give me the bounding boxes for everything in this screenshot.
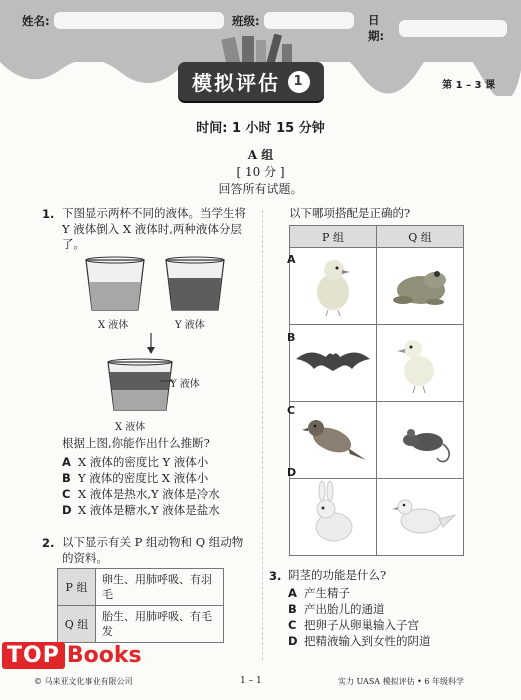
group-q-desc: 胎生、用肺呼吸、有毛发 [96,606,224,643]
column-divider [262,210,263,660]
mixed-cup-icon [104,358,176,414]
q3-stem: 阴茎的功能是什么? [288,568,387,582]
page-number: 1 – 1 [240,676,262,686]
table-row [290,325,464,402]
publisher-footer: © 马来亚文化事业有限公司 [34,677,133,686]
row-c-label[interactable]: C [287,404,296,417]
row-b-label[interactable]: B [287,331,296,344]
q1-prompt: 根据上图,你能作出什么推断? [62,436,210,450]
col-p-header: P 组 [290,226,377,248]
sparrow-icon [290,402,377,479]
lessons-label: 第 1 – 3 课 [442,80,495,91]
mixed-x-label: X 液体 [115,422,146,433]
name-input[interactable] [54,12,224,29]
q1-option-a[interactable]: A X 液体的密度比 Y 液体小 [62,455,209,469]
mixed-y-label: Y 液体 [170,379,200,390]
name-label: 姓名: [22,13,50,28]
class-input[interactable] [264,12,354,29]
date-field[interactable] [368,12,507,44]
q3-number: 3. [269,569,282,583]
name-field[interactable] [22,12,224,29]
cup-x-icon [86,257,144,310]
q1-option-c[interactable]: C X 液体是热水,Y 液体是冷水 [62,487,220,501]
table-row [58,569,224,606]
duckling-icon [377,325,464,402]
q1-option-b[interactable]: B Y 液体的密度比 X 液体小 [62,471,209,485]
table-row [290,479,464,556]
section-group: A 组 [247,148,274,162]
group-p-desc: 卵生、用肺呼吸、有羽毛 [96,569,224,606]
cup-y-icon [166,257,224,310]
cup-y-label: Y 液体 [175,320,205,331]
frog-icon [377,248,464,325]
q2-right-prompt: 以下哪项搭配是正确的? [289,206,411,220]
q2-stem: 以下显示有关 P 组动物和 Q 组动物的资料。 [62,535,244,565]
q1-number: 1. [42,207,55,221]
table-row [290,402,464,479]
q3-option-c[interactable]: C 把卵子从卵巢输入子宫 [288,618,419,632]
assessment-title [178,62,324,101]
date-label: 日期: [368,13,385,43]
animal-group-table [57,568,224,643]
q1-option-d[interactable]: D X 液体是糖水,Y 液体是盐水 [62,503,220,517]
row-d-label[interactable]: D [287,466,297,479]
topbooks-logo: TOP Books [2,642,142,669]
class-field[interactable] [232,12,354,29]
class-label: 班级: [232,13,260,28]
section-marks: [ 10 分 ] [236,165,285,179]
two-cups-diagram [80,256,240,316]
q3-option-a[interactable]: A 产生精子 [288,586,350,600]
q3-option-b[interactable]: B 产出胎儿的通道 [288,602,385,616]
arrow-down-icon [145,333,157,355]
group-q-label: Q 组 [58,606,96,643]
bat-icon [290,325,377,402]
table-row [290,248,464,325]
title-number: 1 [288,71,310,93]
q1-stem: 下图显示两杯不同的液体。当学生将 Y 液体倒入 X 液体时,两种液体分层了。 [62,206,246,251]
row-a-label[interactable]: A [287,253,296,266]
group-p-label: P 组 [58,569,96,606]
time-limit: 时间: 1 小时 15 分钟 [196,121,325,136]
mouse-icon [377,402,464,479]
col-q-header: Q 组 [377,226,464,248]
q3-option-d[interactable]: D 把精液输入到女性的阴道 [288,634,431,648]
rabbit-icon [290,479,377,556]
title-text: 模拟评估 [192,71,280,95]
table-row [58,606,224,643]
dove-icon [377,479,464,556]
matching-table [289,225,464,556]
cup-x-label: X 液体 [98,320,129,331]
section-instruction: 回答所有试题。 [218,182,303,196]
chick-icon [290,248,377,325]
student-info-fields [22,12,507,43]
date-input[interactable] [399,20,507,37]
series-footer: 实力 UASA 模拟评估 • 6 年级科学 [338,677,465,686]
q2-number: 2. [42,536,55,550]
